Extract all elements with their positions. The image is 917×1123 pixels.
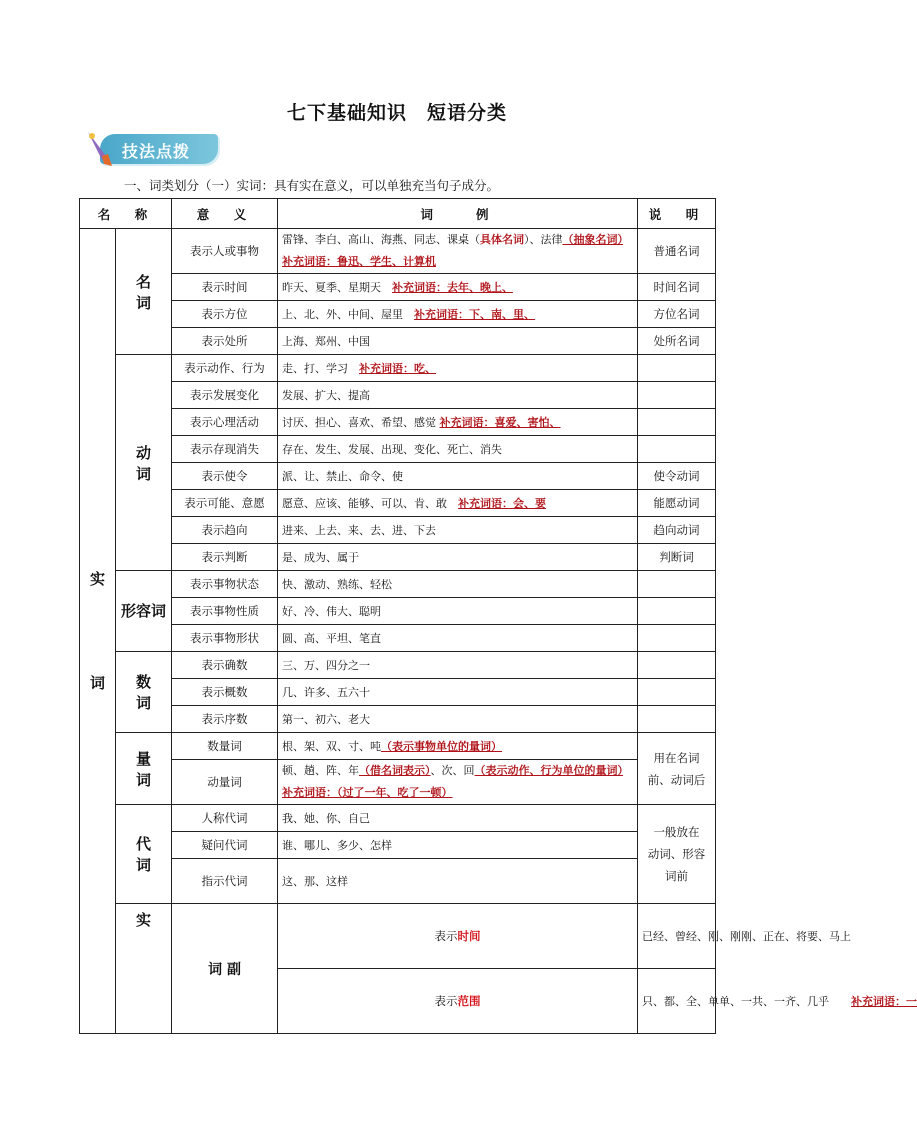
example-cell: 好、冷、伟大、聪明 [278,598,638,625]
note-daici [638,805,716,904]
table-row [80,544,716,571]
meaning-cell: 表示概数 [172,679,278,706]
meaning-cell: 数量词 [172,733,278,760]
meaning-cell: 表示趋向 [172,517,278,544]
meaning-cell: 表示确数 [172,652,278,679]
note-cell [638,355,716,382]
meaning-cell: 表示事物性质 [172,598,278,625]
header-meaning: 意 义 [172,199,278,229]
cat-char: 词 [136,856,152,874]
example-cell: 雷锋、李白、高山、海燕、同志、课桌（具体名词）、法律（抽象名词） 补充词语：鲁迅、学生、计算机 [278,229,638,274]
table-row [80,301,716,328]
meaning-cell: 表示方位 [172,301,278,328]
meaning-cell: 表示序数 [172,706,278,733]
note-line: 动词、形容 [647,847,706,861]
meaning-cell: 人称代词 [172,805,278,832]
example-cell: 愿意、应该、能够、可以、肯、敢 补充词语：会、要 [278,490,638,517]
group-shici-2: 实 [116,904,172,1034]
table-row [80,679,716,706]
note-cell [638,409,716,436]
cat-liangci [116,733,172,805]
example-cell: 存在、发生、发展、出现、变化、死亡、消失 [278,436,638,463]
table-row [80,409,716,436]
cat-char: 数 [136,673,152,691]
cat-char: 名 [136,272,152,291]
meaning-cell: 表示使令 [172,463,278,490]
example-cell: 圆、高、平坦、笔直 [278,625,638,652]
banner-title: 技法点拨 [122,142,191,161]
example-cell: 上、北、外、中间、屋里 补充词语：下、南、里、 [278,301,638,328]
table-row [80,859,716,904]
note-cell [638,625,716,652]
group-char: 实 [89,570,105,588]
table-row [80,904,716,969]
header-examples: 词 例 [278,199,638,229]
cat-char: 词 [136,464,152,483]
meaning-cell: 表示心理活动 [172,409,278,436]
table-row [80,733,716,760]
table-header [80,199,716,229]
cat-fuci: 词 副 [172,904,278,1034]
note-cell: 方位名词 [638,301,716,328]
word-class-table [79,198,917,1034]
page-title: 七下基础知识 短语分类 [286,102,507,124]
table-row [80,355,716,382]
meaning-cell: 疑问代词 [172,832,278,859]
example-cell: 三、万、四分之一 [278,652,638,679]
section-banner [82,126,232,172]
meaning-cell: 表示事物状态 [172,571,278,598]
cat-char: 动 [136,443,152,462]
meaning-cell: 表示事物形状 [172,625,278,652]
table-row [80,517,716,544]
group-shici [80,229,116,1034]
example-cell: 上海、郑州、中国 [278,328,638,355]
cat-char: 量 [136,749,152,768]
note-line: 前、动词后 [647,772,706,787]
meaning-cell: 表示时间 [172,274,278,301]
note-cell [638,706,716,733]
paintbrush-icon [82,126,122,172]
meaning-cell: 表示处所 [172,328,278,355]
meaning-cell: 表示判断 [172,544,278,571]
meaning-cell: 指示代词 [172,859,278,904]
note-line: 词前 [665,869,689,883]
table-row [80,706,716,733]
table-row [80,490,716,517]
note-cell [638,571,716,598]
note-cell [638,382,716,409]
note-cell: 能愿动词 [638,490,716,517]
note-line: 用在名词 [653,750,700,765]
table-row [80,625,716,652]
note-cell: 普通名词 [638,229,716,274]
meaning-cell: 表示可能、意愿 [172,490,278,517]
cat-daici [116,805,172,904]
example-cell: 几、许多、五六十 [278,679,638,706]
cat-shuci [116,652,172,733]
example-cell: 进来、上去、来、去、进、下去 [278,517,638,544]
table-row [80,229,716,274]
note-cell [638,436,716,463]
note-cell: 趋向动词 [638,517,716,544]
example-cell: 已经、曾经、刚、刚刚、正在、将要、马上 [638,904,716,969]
example-cell: 谁、哪儿、多少、怎样 [278,832,638,859]
example-cell: 根、架、双、寸、吨（表示事物单位的量词） [278,733,638,760]
cat-char: 词 [136,694,152,712]
meaning-cell: 动量词 [172,760,278,805]
table-row [80,436,716,463]
example-cell: 派、让、禁止、命令、使 [278,463,638,490]
note-cell: 处所名词 [638,328,716,355]
example-cell: 走、打、学习 补充词语：吃、 [278,355,638,382]
table-row [80,328,716,355]
meaning-cell: 表示范围 [278,969,638,1034]
note-liangci [638,733,716,805]
meaning-cell: 表示时间 [278,904,638,969]
example-cell: 是、成为、属于 [278,544,638,571]
example-cell: 我、她、你、自己 [278,805,638,832]
note-cell: 时间名词 [638,274,716,301]
note-line: 一般放在 [653,825,700,839]
example-cell: 这、那、这样 [278,859,638,904]
meaning-cell: 表示存现消失 [172,436,278,463]
group-char: 词 [89,674,105,692]
intro-text: 一、词类划分（一）实词：具有实在意义，可以单独充当句子成分。 [124,178,500,193]
table-row [80,598,716,625]
note-cell: 判断词 [638,544,716,571]
table-row [80,571,716,598]
example-cell: 昨天、夏季、星期天 补充词语：去年、晚上、 [278,274,638,301]
table-row [80,760,716,805]
table-row [80,805,716,832]
example-cell: 顿、趟、阵、年（借名词表示）、次、回（表示动作、行为单位的量词） 补充词语：（过了一年、吃了一顿） [278,760,638,805]
table-row [80,652,716,679]
meaning-cell: 表示发展变化 [172,382,278,409]
cat-char: 词 [136,770,152,789]
table-row [80,832,716,859]
meaning-cell: 表示动作、行为 [172,355,278,382]
note-cell [638,598,716,625]
table-row [80,382,716,409]
example-cell: 发展、扩大、提高 [278,382,638,409]
cat-char: 词 [136,293,152,312]
note-cell [638,679,716,706]
cat-char: 代 [136,835,152,853]
table-row [80,463,716,490]
example-cell: 只、都、全、单单、一共、一齐、几乎 补充词语：一 [638,969,716,1034]
header-notes: 说 明 [638,199,716,229]
example-cell: 讨厌、担心、喜欢、希望、感觉 补充词语：喜爱、害怕、 [278,409,638,436]
table-row [80,274,716,301]
meaning-cell: 表示人或事物 [172,229,278,274]
cat-xingrongci: 形容词 [116,571,172,652]
example-cell: 快、激动、熟练、轻松 [278,571,638,598]
cat-mingci [116,229,172,355]
cat-dongci [116,355,172,571]
header-name: 名 称 [80,199,172,229]
note-cell: 使令动词 [638,463,716,490]
note-cell [638,652,716,679]
example-cell: 第一、初六、老大 [278,706,638,733]
